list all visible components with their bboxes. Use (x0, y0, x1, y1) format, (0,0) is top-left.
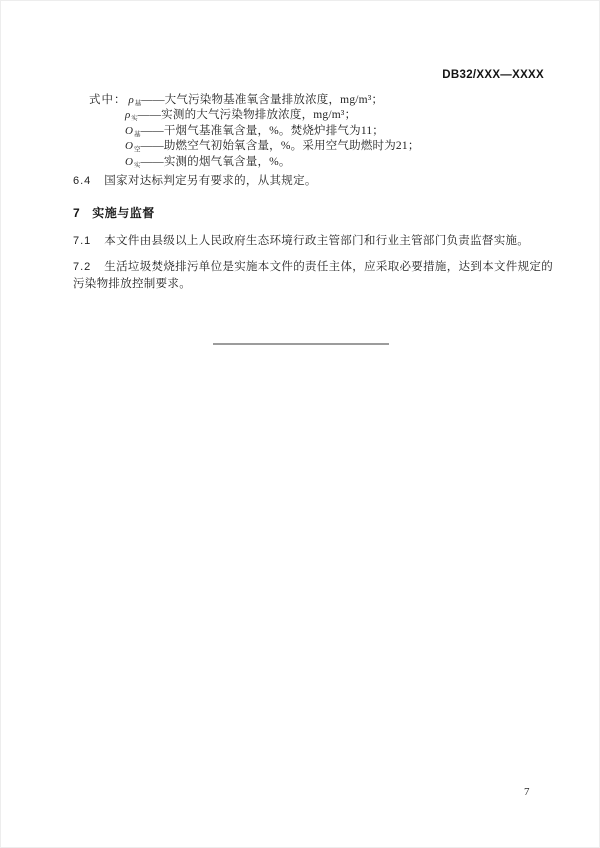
symbol-subscript: 基 (134, 100, 142, 107)
formula-legend-lead: 式中： (89, 94, 127, 106)
clause-number: 6.4 (73, 175, 92, 187)
formula-legend-row (89, 93, 420, 108)
formula-symbol-legend (89, 93, 420, 170)
end-of-text-rule (213, 343, 389, 345)
clause-7-2 (73, 259, 553, 293)
symbol-rho-measured: ρ (125, 109, 131, 122)
clause-text: 生活垃圾焚烧排污单位是实施本文件的责任主体，应采取必要措施，达到本文件规定的污染物排放控制要求。 (73, 261, 553, 290)
symbol-subscript: 空 (133, 146, 141, 154)
symbol-description: ——大气污染物基准氧含量排放浓度，mg/m³； (141, 94, 384, 106)
symbol-oxygen-air: O (125, 140, 133, 153)
clause-6-4 (73, 173, 553, 190)
page-number: 7 (524, 786, 530, 798)
formula-legend-row (89, 124, 420, 139)
clause-text: 国家对达标判定另有要求的，从其规定。 (104, 175, 317, 187)
formula-legend-row (89, 155, 420, 170)
symbol-description: ——助燃空气初始氧含量，%。采用空气助燃时为21； (140, 140, 420, 153)
formula-legend-row (89, 139, 420, 154)
clause-number: 7.2 (73, 261, 92, 273)
symbol-oxygen-measured: O (125, 155, 133, 168)
symbol-subscript: 实 (133, 161, 141, 169)
formula-legend-row (89, 108, 420, 123)
symbol-subscript: 基 (133, 130, 141, 138)
section-title: 实施与监督 (92, 206, 155, 220)
section-7-heading (73, 204, 155, 221)
clause-number: 7.1 (73, 235, 92, 247)
symbol-rho-base: ρ (128, 94, 134, 106)
clause-7-1 (73, 233, 553, 250)
symbol-oxygen-base: O (125, 124, 133, 137)
symbol-description: ——实测的大气污染物排放浓度，mg/m³； (137, 109, 357, 122)
symbol-description: ——实测的烟气氧含量，%。 (140, 155, 291, 168)
symbol-subscript: 实 (131, 115, 138, 123)
clause-text: 本文件由县级以上人民政府生态环境行政主管部门和行业主管部门负责监督实施。 (104, 235, 530, 247)
section-number: 7 (73, 206, 81, 220)
doc-code-header: DB32/XXX—XXXX (442, 69, 544, 81)
symbol-description: ——干烟气基准氧含量，%。焚烧炉排气为11； (140, 124, 385, 137)
